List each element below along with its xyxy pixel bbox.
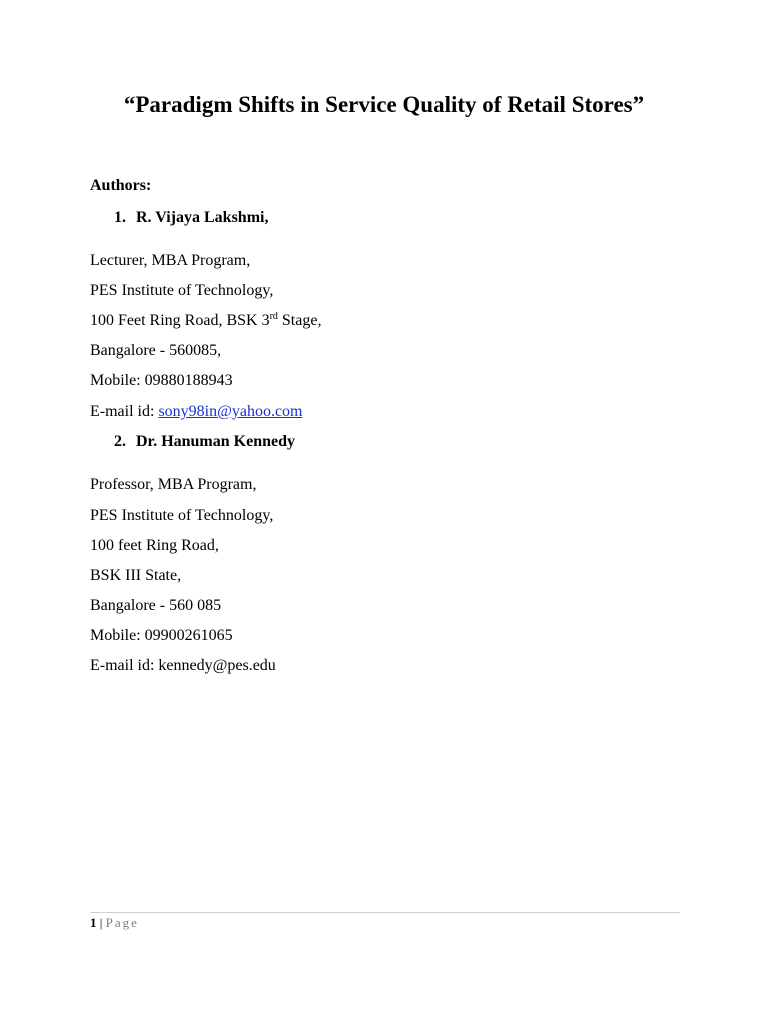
author-1-email-link[interactable]: sony98in@yahoo.com bbox=[158, 403, 303, 420]
author-2-city: Bangalore - 560 085 bbox=[90, 597, 222, 614]
author-2-institute: PES Institute of Technology, bbox=[90, 507, 274, 524]
author-1-city: Bangalore - 560085, bbox=[90, 342, 222, 359]
author-1-email-line bbox=[90, 401, 303, 423]
author-2-address: 100 feet Ring Road, bbox=[90, 537, 219, 554]
author-1-number: 1. bbox=[114, 209, 126, 226]
author-2-name bbox=[114, 431, 295, 453]
author-2-area: BSK III State, bbox=[90, 567, 182, 584]
page-label: Page bbox=[105, 915, 139, 930]
page-number: 1 bbox=[90, 915, 97, 930]
author-1-address-prefix: 100 Feet Ring Road, BSK 3 bbox=[90, 312, 270, 329]
page-footer bbox=[90, 914, 139, 932]
author-1-email-label: E-mail id: bbox=[90, 403, 159, 420]
author-1-institute: PES Institute of Technology, bbox=[90, 282, 274, 299]
author-1-position: Lecturer, MBA Program, bbox=[90, 252, 251, 269]
authors-heading: Authors: bbox=[90, 177, 152, 194]
footer-divider bbox=[90, 912, 680, 913]
page-separator: | bbox=[96, 915, 106, 930]
author-2-position: Professor, MBA Program, bbox=[90, 476, 257, 493]
author-1-name-text: R. Vijaya Lakshmi, bbox=[136, 209, 269, 226]
author-2-name-text: Dr. Hanuman Kennedy bbox=[136, 433, 295, 450]
author-2-mobile: Mobile: 09900261065 bbox=[90, 627, 233, 644]
author-1-address-suffix: Stage, bbox=[277, 312, 322, 329]
document-title: “Paradigm Shifts in Service Quality of Retail Stores” bbox=[123, 92, 645, 117]
author-1-mobile: Mobile: 09880188943 bbox=[90, 372, 233, 389]
author-1-address-superscript: rd bbox=[269, 311, 278, 322]
author-1-name bbox=[114, 207, 268, 229]
author-2-email: E-mail id: kennedy@pes.edu bbox=[90, 657, 276, 674]
author-2-number: 2. bbox=[114, 433, 126, 450]
author-1-address bbox=[90, 310, 321, 332]
